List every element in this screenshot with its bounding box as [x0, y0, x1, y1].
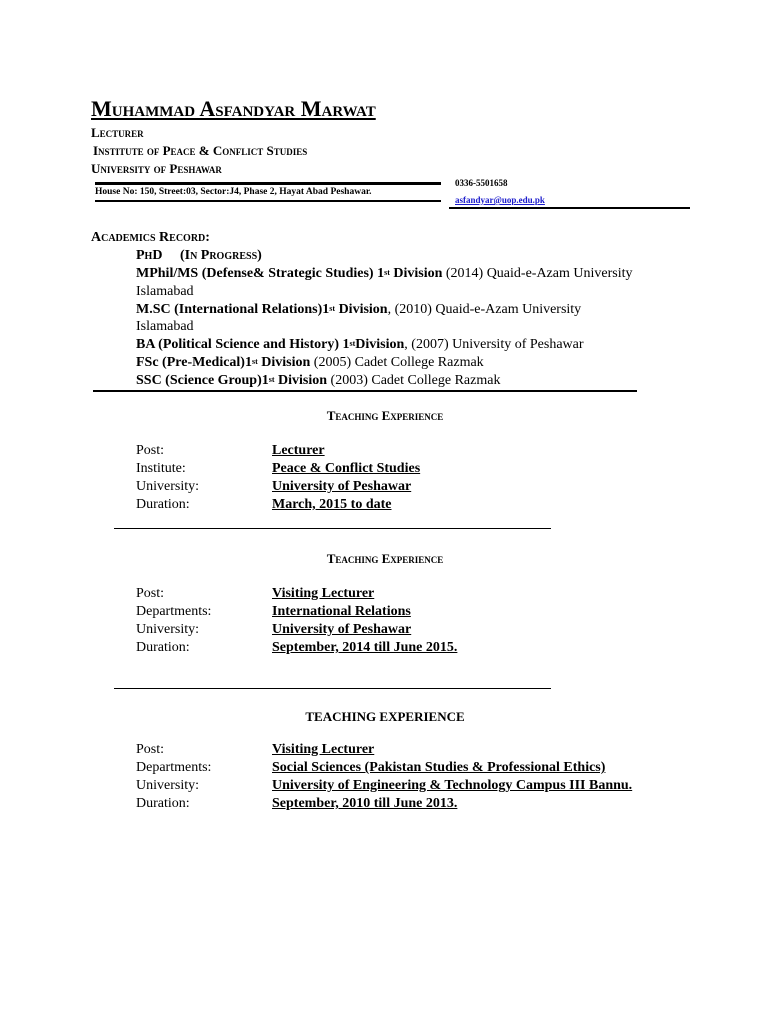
mphil-degree: MPhil/MS (Defense& Strategic Studies) 1 — [136, 266, 385, 281]
exp2-label-university: University: — [136, 622, 199, 637]
exp1-label-institute: Institute: — [136, 461, 186, 476]
exp3-value-departments: Social Sciences (Pakistan Studies & Professional Ethics) — [272, 760, 606, 775]
academic-entry-msc — [136, 301, 581, 319]
exp3-label-university: University: — [136, 778, 199, 793]
ba-sup: st — [349, 339, 356, 348]
msc-division: Division — [335, 302, 388, 317]
phd-degree: PhD — [136, 248, 163, 263]
academic-entry-fsc — [136, 354, 484, 372]
exp1-value-university: University of Peshawar — [272, 479, 412, 494]
mphil-sup: st — [384, 268, 390, 277]
exp2-label-departments: Departments: — [136, 604, 212, 619]
ssc-details: (2003) Cadet College Razmak — [327, 373, 501, 388]
exp3-label-departments: Departments: — [136, 760, 212, 775]
phone-number: 0336-5501658 — [455, 178, 508, 188]
exp1-label-post: Post: — [136, 443, 165, 458]
exp1-value-post: Lecturer — [272, 443, 325, 458]
msc-sup: st — [329, 304, 336, 313]
exp1-label-duration: Duration: — [136, 497, 190, 512]
exp1-label-university: University: — [136, 479, 199, 494]
exp2-value-post: Visiting Lecturer — [272, 586, 375, 601]
email-link[interactable]: asfandyar@uop.edu.pk — [455, 195, 545, 205]
address-text: House No: 150, Street:03, Sector:J4, Phase 2, Hayat Abad Peshawar. — [95, 187, 372, 197]
exp2-value-departments: International Relations — [272, 604, 411, 619]
exp3-value-post: Visiting Lecturer — [272, 742, 375, 757]
institute-name: Institute of Peace & Conflict Studies — [93, 143, 308, 158]
divider-1 — [114, 528, 551, 529]
experience-heading-2: Teaching Experience — [326, 551, 444, 566]
ba-division: Division — [355, 337, 405, 352]
ssc-sup: st — [268, 375, 275, 384]
msc-degree: M.SC (International Relations)1 — [136, 302, 330, 317]
fsc-sup: st — [251, 357, 258, 366]
phd-status: (In Progress) — [179, 248, 262, 263]
exp3-value-duration: September, 2010 till June 2013. — [272, 796, 458, 811]
exp2-value-duration: September, 2014 till June 2015. — [272, 640, 458, 655]
academic-entry-phd — [136, 247, 262, 265]
exp3-label-duration: Duration: — [136, 796, 190, 811]
ssc-division: Division — [274, 373, 328, 388]
academics-heading: Academics Record: — [91, 230, 210, 245]
msc-details: , (2010) Quaid-e-Azam University — [387, 302, 582, 317]
university-name: University of Peshawar — [91, 161, 222, 176]
mphil-division: Division — [389, 266, 443, 281]
exp2-value-university: University of Peshawar — [272, 622, 412, 637]
mphil-line2: Islamabad — [136, 284, 194, 299]
page-title: Muhammad Asfandyar Marwat — [91, 96, 376, 121]
contact-rule — [449, 207, 690, 209]
exp3-label-post: Post: — [136, 742, 165, 757]
fsc-degree: FSc (Pre-Medical)1 — [136, 355, 252, 370]
header-rule-bottom — [95, 200, 441, 202]
experience-heading-3: TEACHING EXPERIENCE — [305, 709, 465, 724]
fsc-division: Division — [257, 355, 311, 370]
exp2-label-duration: Duration: — [136, 640, 190, 655]
ba-details: , (2007) University of Peshawar — [404, 337, 584, 352]
academics-rule — [93, 390, 637, 392]
fsc-details: (2005) Cadet College Razmak — [310, 355, 484, 370]
header-rule-top — [95, 182, 441, 185]
job-title: Lecturer — [91, 125, 144, 140]
exp1-value-duration: March, 2015 to date — [272, 497, 392, 512]
academic-entry-ba — [136, 336, 584, 354]
mphil-details: (2014) Quaid-e-Azam University — [442, 266, 633, 281]
msc-line2: Islamabad — [136, 319, 194, 334]
exp1-value-institute: Peace & Conflict Studies — [272, 461, 421, 476]
ba-degree: BA (Political Science and History) 1 — [136, 337, 350, 352]
exp3-value-university: University of Engineering & Technology Campus III Bannu. — [272, 778, 633, 793]
experience-heading-1: Teaching Experience — [326, 408, 444, 423]
ssc-degree: SSC (Science Group)1 — [136, 373, 269, 388]
academic-entry-mphil — [136, 265, 632, 283]
academic-entry-ssc — [136, 372, 500, 390]
exp2-label-post: Post: — [136, 586, 165, 601]
divider-2 — [114, 688, 551, 689]
